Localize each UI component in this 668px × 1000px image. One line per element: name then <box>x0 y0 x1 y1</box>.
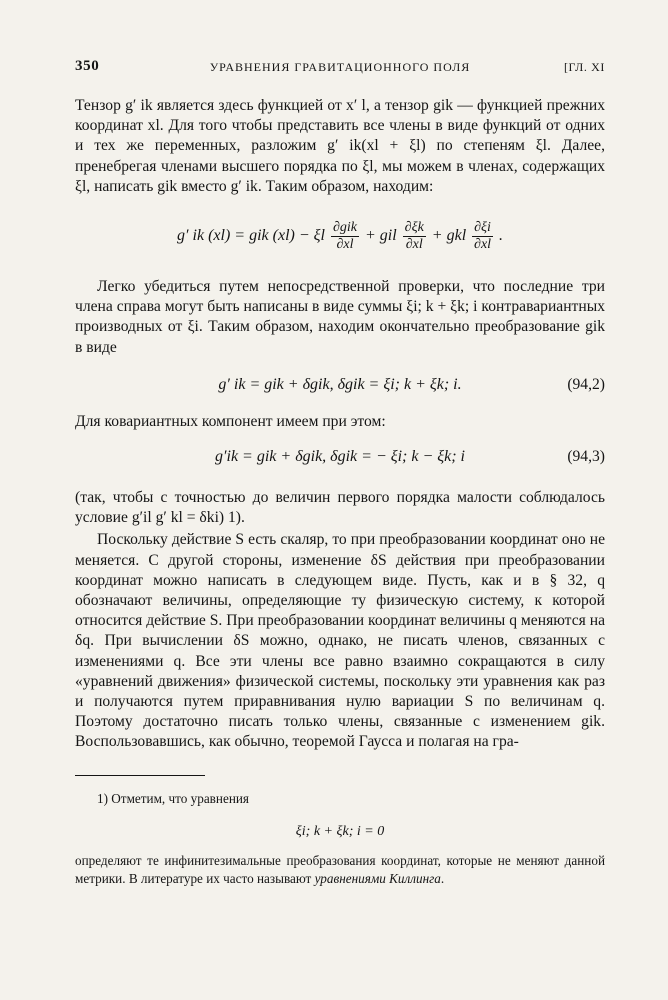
equation-2-number: (94,2) <box>567 375 605 393</box>
paragraph-5: Поскольку действие S есть скаляр, то при преобразовании координат оно не меняется. С другой стороны, изменение δS действия при преобразовании координат можно написать в следующем виде. Пусть, как и в § 32, q обозначают величины, определяющие ту физическую систему, к которой относится действие S. При преобразовании координат величины q меняются на δq. При вычислении δS можно, однако, не писать членов, связанных с изменениями q. Все эти члены все равно взаимно сокращаются в силу «уравнений движения» физической системы, поскольку эти уравнения как раз и получаются путем приравнивания нулю вариации S по величинам q. Поэтому достаточно писать только члены, связанные с изменением gik. Воспользовавшись, как обычно, теоремой Гаусса и полагая на гра- <box>75 531 605 751</box>
equation-2 <box>75 370 605 400</box>
running-title: УРАВНЕНИЯ ГРАВИТАЦИОННОГО ПОЛЯ <box>209 60 471 74</box>
footnote-intro: 1) Отметим, что уравнения <box>97 790 249 806</box>
equation-1-end: . <box>498 227 503 245</box>
equation-1-fraction-2: $\frac{\partial\xi k}{\partial xl}$ <box>404 219 424 252</box>
killing-equations-term: уравнениями Киллинга <box>314 870 441 886</box>
paragraph-2: Легко убедиться путем непосредственной проверки, что последние три члена справа могут быть написаны в виде суммы ξi; k + ξk; i контравариантных производных от ξi. Таким образом, находим окончательно преобразование gik в виде <box>75 278 605 356</box>
equation-1 <box>75 213 605 259</box>
equation-1-fraction-3: $\frac{\partial\xi i}{\partial xl}$ <box>474 219 492 252</box>
equation-1-term-2: + gil <box>364 227 397 245</box>
equation-1-fraction-1: $\frac{\text{∂gik}}{\partial xl}$ <box>332 219 357 252</box>
equation-3-body: g′ik = gik + δgik, δgik = − ξi; k − ξk; i <box>215 448 465 466</box>
running-header <box>75 58 605 84</box>
paragraph-1: Тензор g′ ik является здесь функцией от x′ l, а тензор gik — функцией прежних координат xl. Для того чтобы представить все члены в виде функций от одних и тех же переменных, разложим g′ ik(xl + ξl) по степеням ξl. Далее, пренебрегая членами высшего порядка по ξl, мы можем в членах, содержащих ξl, написать gik вместо g′ ik. Таким образом, находим: <box>75 97 605 195</box>
footnote-equation: ξi; k + ξk; i = 0 <box>295 823 385 839</box>
paragraph-4: (так, чтобы с точностью до величин первого порядка малости соблюдалось условие g′il g′ kl = δki) 1). <box>75 489 605 527</box>
footnote-text: определяют те инфинитезимальные преобразования координат, которые не меняют данной метрики. В литературе их часто называют уравнениями Киллинга. <box>75 852 605 886</box>
page <box>75 58 605 888</box>
equation-3-number: (94,3) <box>567 448 605 466</box>
footnote-divider <box>75 775 205 776</box>
page-number: 350 <box>75 58 100 74</box>
equation-1-term-3: + gkl <box>431 227 467 245</box>
chapter-label: [ГЛ. XI <box>563 60 605 74</box>
paragraph-3: Для ковариантных компонент имеем при этом: <box>75 412 386 430</box>
equation-3 <box>75 442 605 472</box>
equation-2-body: g′ ik = gik + δgik, δgik = ξi; k + ξk; i. <box>218 375 462 393</box>
equation-1-lhs: g′ ik (xl) = gik (xl) − ξl <box>177 227 325 245</box>
